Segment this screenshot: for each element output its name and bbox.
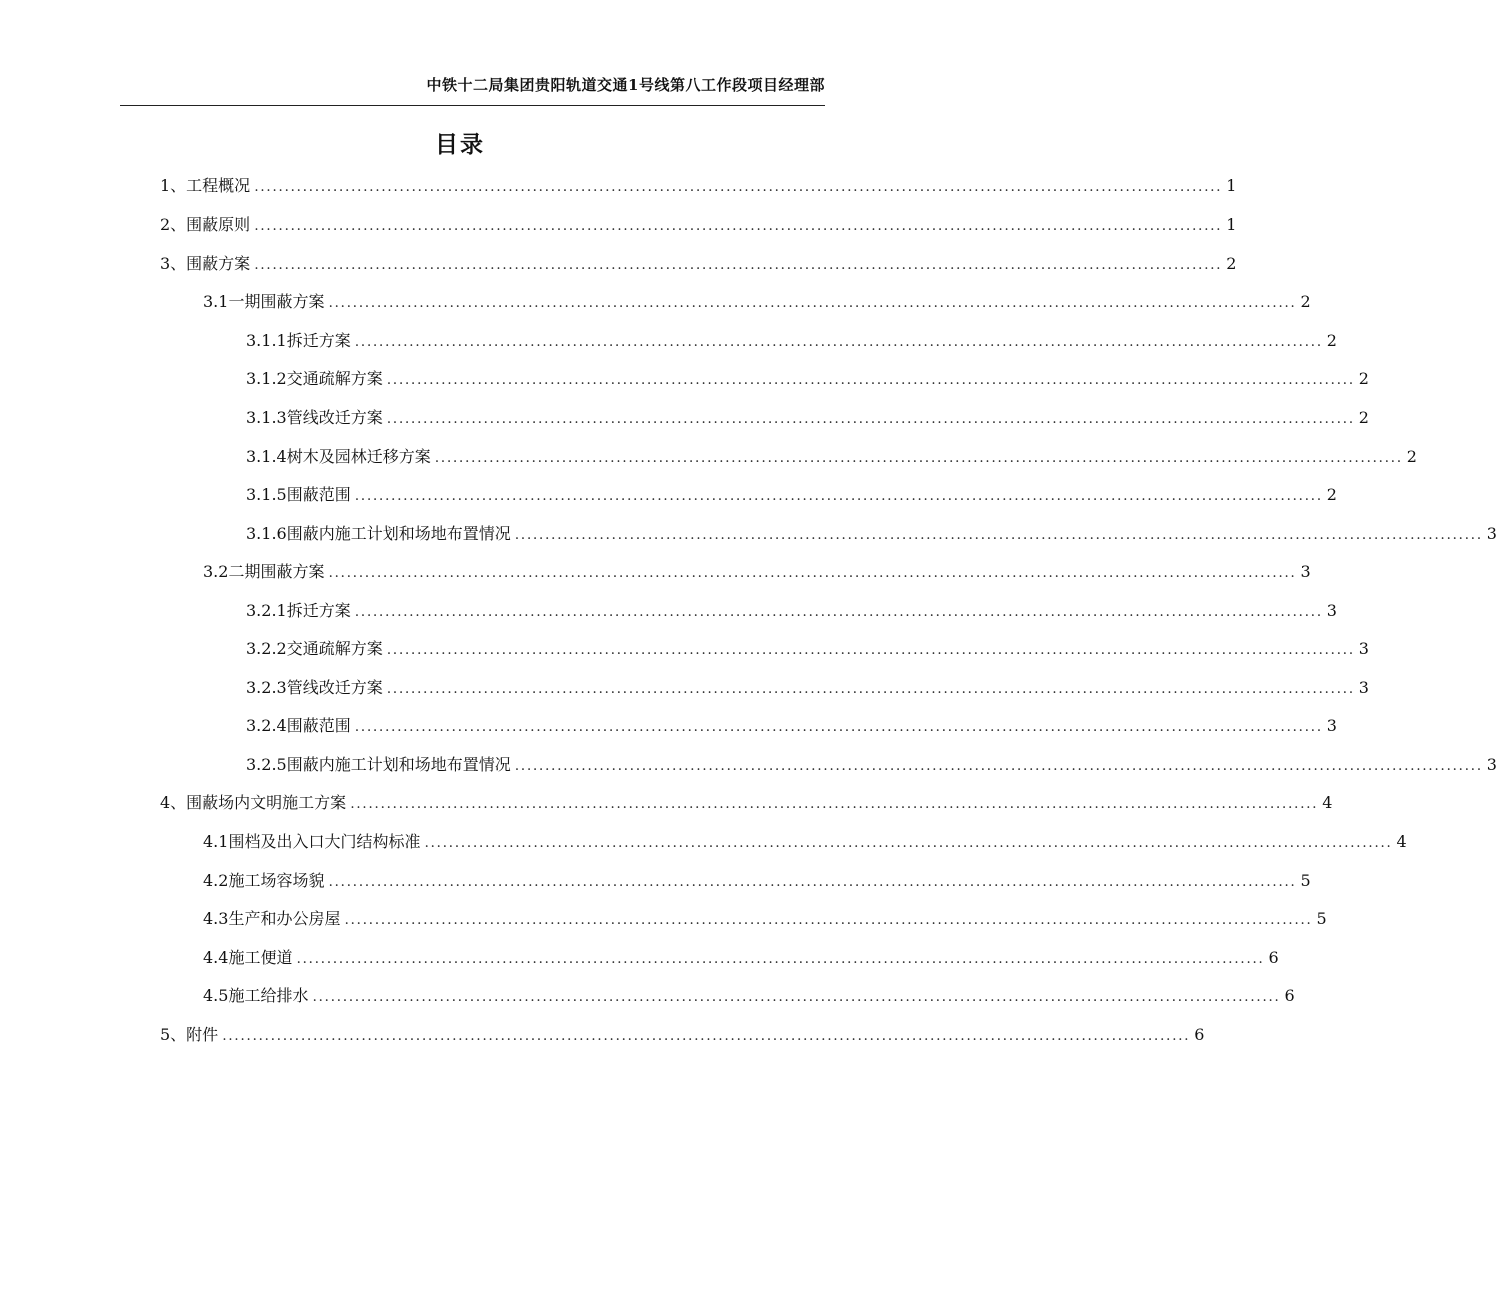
toc-entry-page: 2	[1406, 447, 1417, 466]
toc-entry-label: 3.2.2交通疏解方案	[246, 639, 383, 658]
toc-entry[interactable]	[160, 213, 1237, 237]
toc-entry-label: 4、围蔽场内文明施工方案	[160, 793, 347, 812]
toc-entry-page: 6	[1194, 1025, 1205, 1044]
toc-entry-page: 2	[1326, 331, 1337, 350]
toc-entry-page: 2	[1358, 408, 1369, 427]
dot-leader: ................................................................................................................................................................	[386, 642, 1355, 658]
toc-entry[interactable]	[203, 869, 1311, 893]
toc-entry-label: 3.1.4树木及园林迁移方案	[246, 447, 431, 466]
toc-entry-page: 3	[1358, 678, 1369, 697]
toc-entry-label: 3.1.3管线改迁方案	[246, 408, 383, 427]
toc-entry[interactable]	[160, 174, 1237, 198]
toc-entry-label: 4.2施工场容场貌	[203, 871, 325, 890]
dot-leader: ................................................................................................................................................................	[514, 758, 1483, 774]
dot-leader: ................................................................................................................................................................	[350, 796, 1319, 812]
dot-leader: ................................................................................................................................................................	[222, 1028, 1191, 1044]
dot-leader: ................................................................................................................................................................	[328, 295, 1297, 311]
toc-entry-page: 4	[1322, 793, 1333, 812]
toc-entry[interactable]	[160, 791, 1333, 815]
toc-entry[interactable]	[246, 483, 1337, 507]
toc-entry[interactable]	[246, 445, 1417, 469]
dot-leader: ................................................................................................................................................................	[424, 835, 1393, 851]
toc-entry[interactable]	[246, 329, 1337, 353]
dot-leader: ................................................................................................................................................................	[328, 874, 1297, 890]
toc-entry-page: 1	[1226, 176, 1237, 195]
toc-entry[interactable]	[246, 753, 1497, 777]
dot-leader: ................................................................................................................................................................	[354, 488, 1323, 504]
toc-entry-page: 2	[1226, 254, 1237, 273]
dot-leader: ................................................................................................................................................................	[254, 257, 1223, 273]
toc-entry-label: 4.3生产和办公房屋	[203, 909, 341, 928]
toc-entry-label: 3.2.3管线改迁方案	[246, 678, 383, 697]
toc-entry-page: 3	[1486, 524, 1497, 543]
toc-entry-page: 3	[1300, 562, 1311, 581]
toc-entry[interactable]	[246, 714, 1337, 738]
toc-entry-page: 2	[1358, 369, 1369, 388]
toc-entry[interactable]	[246, 599, 1337, 623]
toc-entry-page: 3	[1486, 755, 1497, 774]
toc-entry[interactable]	[203, 830, 1407, 854]
dot-leader: ................................................................................................................................................................	[386, 411, 1355, 427]
toc-entry[interactable]	[246, 406, 1369, 430]
toc-entry-page: 5	[1316, 909, 1327, 928]
dot-leader: ................................................................................................................................................................	[386, 681, 1355, 697]
toc-entry-page: 3	[1326, 716, 1337, 735]
dot-leader: ................................................................................................................................................................	[344, 912, 1313, 928]
toc-entry[interactable]	[160, 252, 1237, 276]
toc-entry-page: 4	[1396, 832, 1407, 851]
toc-entry[interactable]	[246, 676, 1369, 700]
toc-entry[interactable]	[203, 984, 1295, 1008]
toc-entry-label: 4.1围档及出入口大门结构标准	[203, 832, 421, 851]
toc-entry-label: 1、工程概况	[160, 176, 251, 195]
dot-leader: ................................................................................................................................................................	[254, 218, 1223, 234]
toc-entry-label: 3、围蔽方案	[160, 254, 251, 273]
dot-leader: ................................................................................................................................................................	[354, 334, 1323, 350]
toc-entry-label: 3.2.5围蔽内施工计划和场地布置情况	[246, 755, 511, 774]
toc-entry-label: 4.5施工给排水	[203, 986, 309, 1005]
toc-entry-label: 3.1.5围蔽范围	[246, 485, 351, 504]
toc-entry-label: 2、围蔽原则	[160, 215, 251, 234]
toc-entry-label: 3.2.4围蔽范围	[246, 716, 351, 735]
dot-leader: ................................................................................................................................................................	[514, 527, 1483, 543]
toc-entry[interactable]	[203, 290, 1311, 314]
dot-leader: ................................................................................................................................................................	[434, 450, 1403, 466]
toc-entry-page: 6	[1284, 986, 1295, 1005]
dot-leader: ................................................................................................................................................................	[254, 179, 1223, 195]
toc-entry[interactable]	[246, 522, 1497, 546]
toc-entry-label: 3.1.2交通疏解方案	[246, 369, 383, 388]
toc-entry[interactable]	[203, 907, 1327, 931]
toc-entry-page: 6	[1268, 948, 1279, 967]
toc-entry-label: 3.2.1拆迁方案	[246, 601, 351, 620]
dot-leader: ................................................................................................................................................................	[386, 372, 1355, 388]
toc-entry-label: 3.1一期围蔽方案	[203, 292, 325, 311]
dot-leader: ................................................................................................................................................................	[328, 565, 1297, 581]
toc-entry-label: 3.1.1拆迁方案	[246, 331, 351, 350]
toc-entry[interactable]	[246, 637, 1369, 661]
toc-entry[interactable]	[246, 367, 1369, 391]
toc-entry-label: 5、附件	[160, 1025, 219, 1044]
toc-title: 目录	[435, 131, 485, 158]
toc-entry[interactable]	[160, 1023, 1205, 1047]
dot-leader: ................................................................................................................................................................	[354, 719, 1323, 735]
toc-entry[interactable]	[203, 560, 1311, 584]
toc-entry-page: 2	[1326, 485, 1337, 504]
toc-entry-page: 3	[1358, 639, 1369, 658]
toc-entry-page: 3	[1326, 601, 1337, 620]
toc-entry-page: 5	[1300, 871, 1311, 890]
toc-entry-label: 3.1.6围蔽内施工计划和场地布置情况	[246, 524, 511, 543]
toc-entry-page: 2	[1300, 292, 1311, 311]
dot-leader: ................................................................................................................................................................	[354, 604, 1323, 620]
toc-entry-page: 1	[1226, 215, 1237, 234]
toc-entry[interactable]	[203, 946, 1279, 970]
dot-leader: ................................................................................................................................................................	[312, 989, 1281, 1005]
toc-entry-label: 3.2二期围蔽方案	[203, 562, 325, 581]
toc-entry-label: 4.4施工便道	[203, 948, 293, 967]
dot-leader: ................................................................................................................................................................	[296, 951, 1265, 967]
page-header: 中铁十二局集团贵阳轨道交通1号线第八工作段项目经理部	[426, 76, 825, 94]
